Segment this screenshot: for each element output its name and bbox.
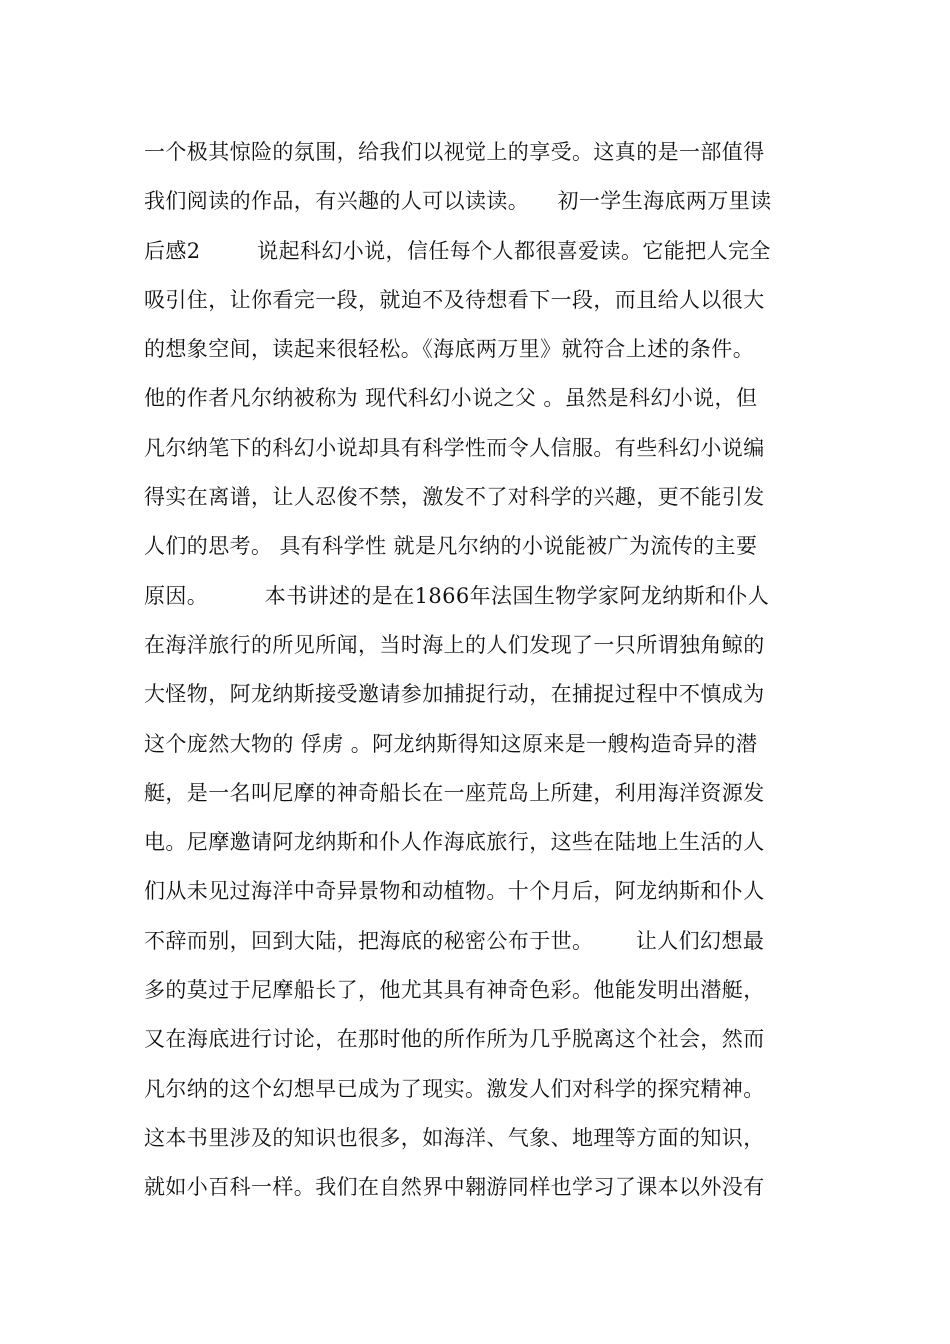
text-line: 这本书里涉及的知识也很多，如海洋、气象、地理等方面的知识， — [144, 1125, 765, 1150]
text-line: 多的莫过于尼摩船长了，他尤其具有神奇色彩。他能发明出潜艇， — [144, 978, 765, 1003]
text-line: 我们阅读的作品，有兴趣的人可以读读。 初一学生海底两万里读 — [144, 189, 772, 214]
text-line: 又在海底进行讨论，在那时他的所作所为几乎脱离这个社会，然而 — [144, 1027, 765, 1052]
text-line: 凡尔纳的这个幻想早已成为了现实。激发人们对科学的探究精神。 — [144, 1076, 765, 1101]
text-line: 这个庞然大物的 俘虏 。阿龙纳斯得知这原来是一艘构造奇异的潜 — [144, 731, 758, 756]
text-line: 在海洋旅行的所见所闻，当时海上的人们发现了一只所谓独角鲸的 — [144, 632, 765, 657]
text-line: 艇，是一名叫尼摩的神奇船长在一座荒岛上所建，利用海洋资源发 — [144, 780, 765, 805]
text-line: 得实在离谱，让人忍俊不禁，激发不了对科学的兴趣，更不能引发 — [144, 485, 765, 510]
text-line: 不辞而别，回到大陆，把海底的秘密公布于世。 让人们幻想最 — [144, 928, 765, 953]
text-line: 人们的思考。 具有科学性 就是凡尔纳的小说能被广为流传的主要 — [144, 534, 758, 559]
text-line: 就如小百科一样。我们在自然界中翱游同样也学习了课本以外没有 — [144, 1175, 765, 1200]
text-line: 原因。 本书讲述的是在1866年法国生物学家阿龙纳斯和仆人 — [144, 583, 770, 608]
text-line: 大怪物，阿龙纳斯接受邀请参加捕捉行动，在捕捉过程中不慎成为 — [144, 682, 765, 707]
text-line: 他的作者凡尔纳被称为 现代科幻小说之父 。虽然是科幻小说，但 — [144, 386, 758, 411]
text-line: 一个极其惊险的氛围，给我们以视觉上的享受。这真的是一部值得 — [144, 140, 765, 164]
text-line: 凡尔纳笔下的科幻小说却具有科学性而令人信服。有些科幻小说编 — [144, 435, 765, 460]
text-line: 吸引住，让你看完一段，就迫不及待想看下一段，而且给人以很大 — [144, 287, 765, 312]
text-line: 电。尼摩邀请阿龙纳斯和仆人作海底旅行，这些在陆地上生活的人 — [144, 830, 765, 855]
body-text — [144, 128, 824, 1213]
text-line: 的想象空间，读起来很轻松。《海底两万里》就符合上述的条件。 — [144, 337, 755, 362]
text-line: 后感2 说起科幻小说，信任每个人都很喜爱读。它能把人完全 — [144, 238, 771, 263]
text-line: 们从未见过海洋中奇异景物和动植物。十个月后，阿龙纳斯和仆人 — [144, 879, 765, 904]
